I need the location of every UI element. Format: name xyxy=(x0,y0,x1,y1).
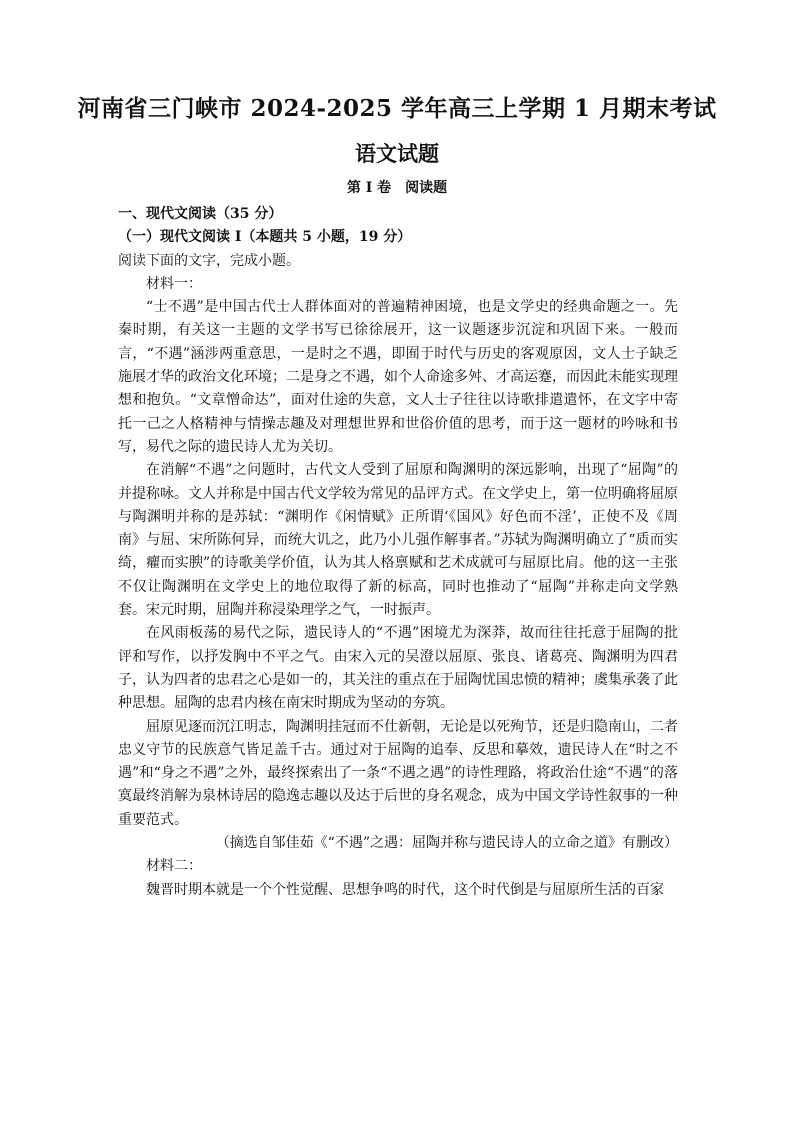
material-one-paragraph: 在消解“不遇”之问题时，古代文人受到了屈原和陶渊明的深远影响，出现了“屈陶”的并提称咏。文人并称是中国古代文学较为常见的品评方式。在文学史上，第一位明确将屈原与陶渊明并称的是苏轼：“渊明作《闲情赋》正所谓‘《国风》好色而不淫’，正使不及《周南》与屈、宋所陈何异，而统大讥之，此乃小儿强作解事者。”苏轼为陶渊明确立了“质而实绮，癯而实腴”的诗歌美学价值，认为其人格禀赋和艺术成就可与屈原比肩。他的这一主张不仅让陶渊明在文学史上的地位取得了新的标高，同时也推动了“屈陶”并称走向文学熟套。宋元时期，屈陶并称浸染理学之气，一时振声。 xyxy=(118,462,678,619)
material-one-label: 材料一： xyxy=(146,275,202,292)
subsection-heading: （一）现代文阅读 I（本题共 5 小题，19 分） xyxy=(118,229,412,246)
document-body xyxy=(118,203,678,902)
material-two-label: 材料二： xyxy=(146,858,202,875)
volume-heading: 第 I 卷 阅读题 xyxy=(346,180,448,196)
material-one-paragraph: 屈原见逐而沉江明志，陶渊明挂冠而不仕新朝，无论是以死殉节，还是归隐南山，二者忠义守节的民族意气皆足盖千古。通过对于屈陶的追奉、反思和摹效，遗民诗人在“时之不遇”和“身之不遇”之外，最终探索出了一条“不遇之遇”的诗性理路，将政治仕途“不遇”的落寞最终消解为泉林诗居的隐逸志趣以及达于后世的身名观念，成为中国文学诗性叙事的一种重要范式。 xyxy=(118,718,678,828)
exam-subtitle: 语文试题 xyxy=(355,141,439,166)
material-two-paragraph: 魏晋时期本就是一个个性觉醒、思想争鸣的时代，这个时代倒是与屈原所生活的百家 xyxy=(146,881,664,898)
material-one-paragraph: 在风雨板荡的易代之际，遗民诗人的“不遇”困境尤为深莽，故而往往托意于屈陶的批评和写作，以抒发胸中不平之气。由宋入元的吴澄以屈原、张良、诸葛亮、陶渊明为四君子，认为四者的忠君之心是如一的，其关注的重点在于屈陶忧国忠愤的精神；虞集承袭了此种思想。屈陶的忠君内核在南宋时期成为坚动的夯筑。 xyxy=(118,625,678,712)
exam-title: 河南省三门峡市 2024-2025 学年高三上学期 1 月期末考试 xyxy=(77,95,717,122)
material-one-paragraph: “士不遇”是中国古代士人群体面对的普遍精神困境，也是文学史的经典命题之一。先秦时期，有关这一主题的文学书写已徐徐展开，这一议题逐步沉淀和巩固下来。一般而言，“不遇”涵涉两重意思，一是时之不遇，即囿于时代与历史的客观原因，文人士子缺乏施展才华的政治文化环境；二是身之不遇，如个人命途多舛、才高运蹇，而因此未能实现理想和抱负。“文章憎命达”，面对仕途的失意，文人士子往往以诗歌排遣遣怀，在文字中寄托一己之人格精神与情操志趣及对理想世界和世俗价值的思考，而于这一题材的吟咏和书写，易代之际的遗民诗人尤为关切。 xyxy=(118,299,678,455)
material-one-source: （摘选自邹佳茹《“不遇”之遇：屈陶并称与遗民诗人的立命之道》有删改） xyxy=(215,835,678,852)
instruction-text: 阅读下面的文字，完成小题。 xyxy=(118,252,300,269)
section-heading: 一、现代文阅读（35 分） xyxy=(118,206,283,222)
